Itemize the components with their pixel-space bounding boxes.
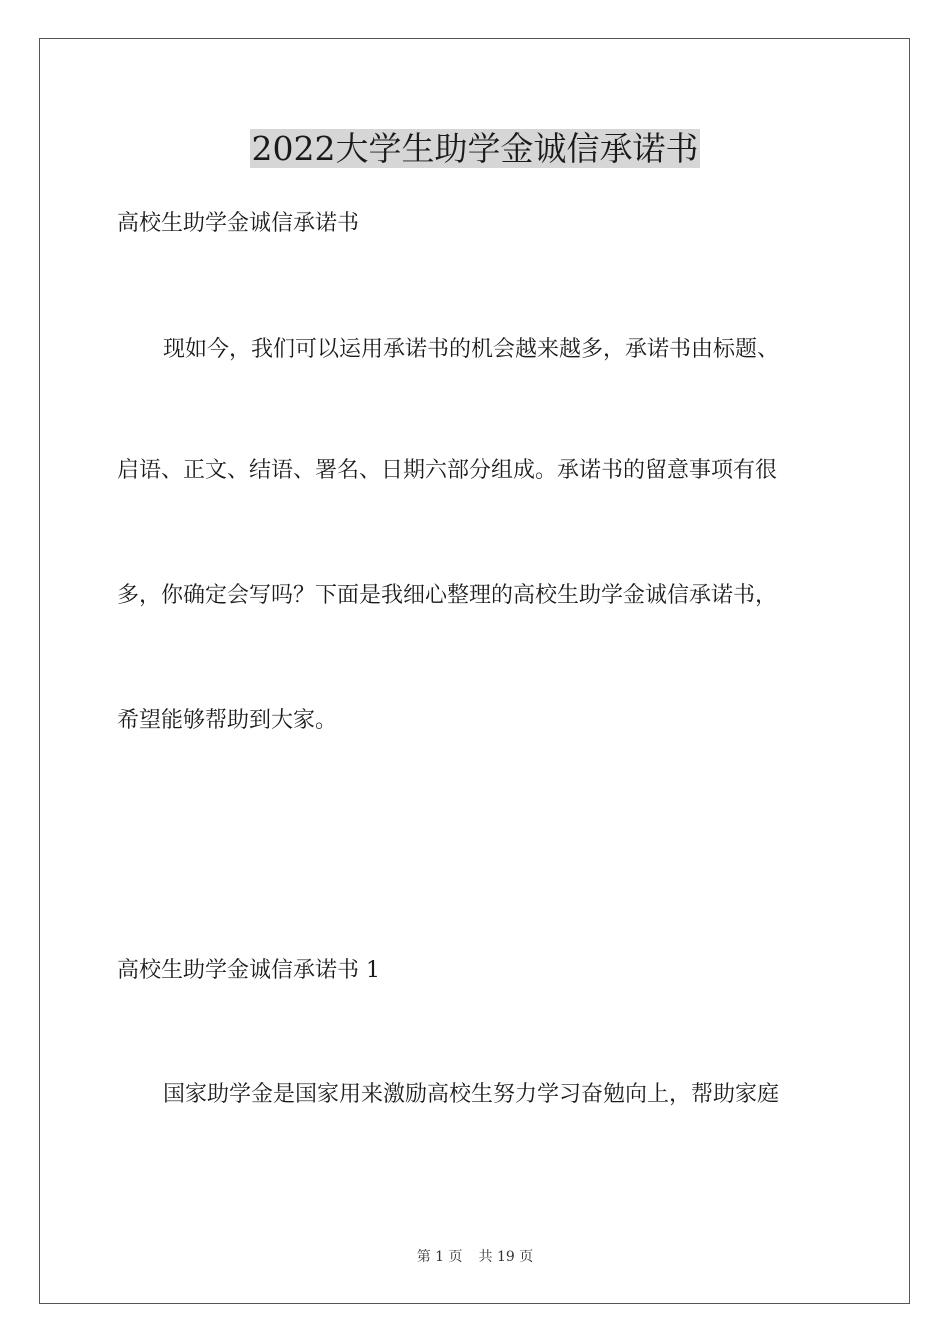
section-heading: 高校生助学金诚信承诺书 1 (117, 958, 380, 983)
subtitle-line: 高校生助学金诚信承诺书 (117, 211, 360, 236)
document-title-text: 2022大学生助学金诚信承诺书 (251, 129, 699, 168)
document-title (0, 128, 950, 170)
paragraph-line: 现如今，我们可以运用承诺书的机会越来越多，承诺书由标题、 (163, 337, 780, 362)
paragraph-line: 国家助学金是国家用来激励高校生努力学习奋勉向上，帮助家庭 (163, 1082, 780, 1107)
page-number-total: 共 19 页 (478, 1249, 534, 1265)
paragraph-line: 希望能够帮助到大家。 (117, 708, 338, 733)
paragraph-line: 启语、正文、结语、署名、日期六部分组成。承诺书的留意事项有很 (117, 458, 778, 483)
page-footer (0, 1248, 950, 1266)
paragraph-line: 多，你确定会写吗？下面是我细心整理的高校生助学金诚信承诺书， (117, 583, 778, 608)
page-number-current: 第 1 页 (416, 1249, 463, 1265)
